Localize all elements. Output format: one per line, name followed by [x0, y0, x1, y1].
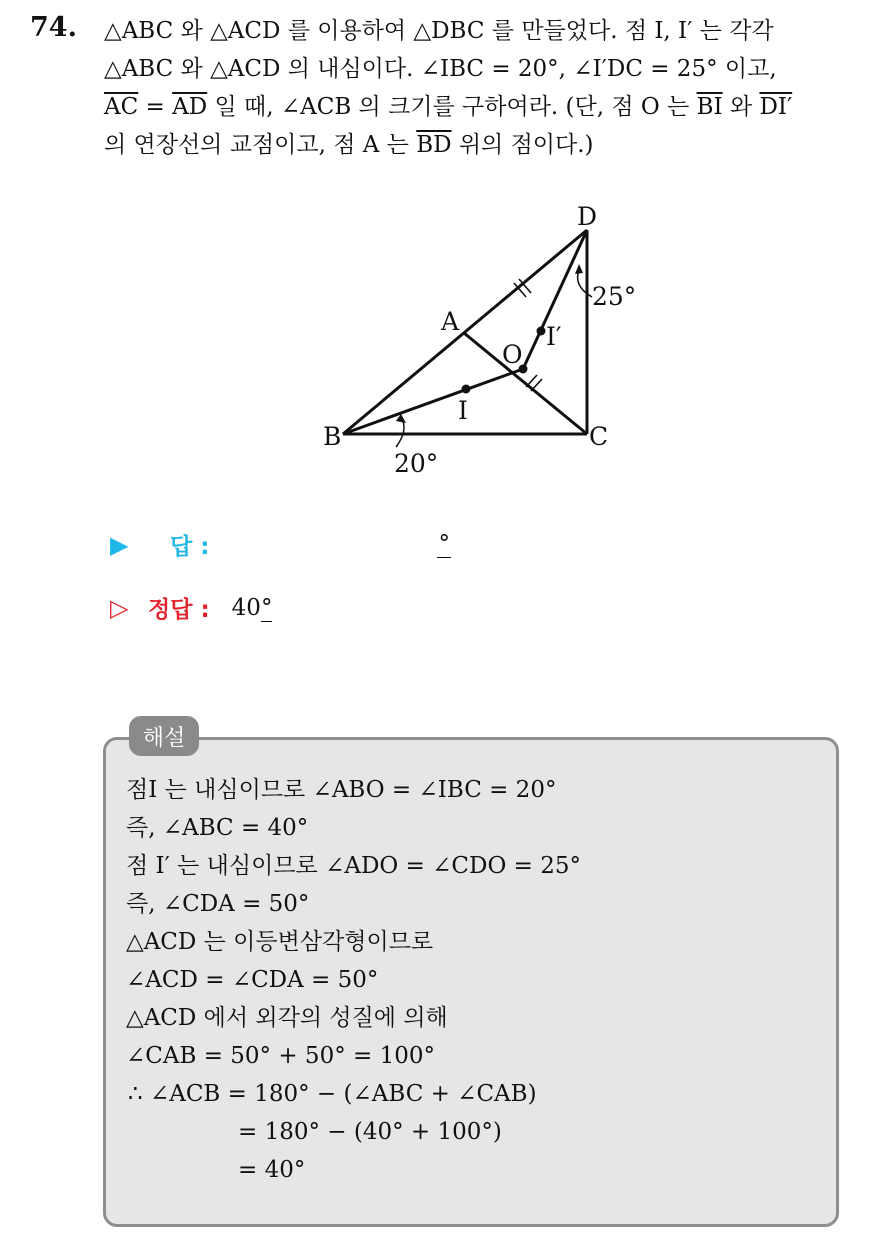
arrowhead-icon	[575, 264, 583, 274]
question-line	[104, 126, 864, 164]
question-line: △ABC 와 △ACD 를 이용하여 △DBC 를 만들었다. 점 I, I′ 는 각각	[104, 18, 774, 44]
angle-arc-top	[578, 270, 592, 297]
solution-line: ∴ ∠ACB = 180° − (∠ABC + ∠CAB)	[128, 1081, 537, 1107]
solution-line: 점 I′ 는 내심이므로 ∠ADO = ∠CDO = 25°	[126, 853, 581, 879]
point-i	[462, 385, 471, 394]
correct-value	[232, 595, 273, 621]
geometry-diagram	[300, 195, 660, 485]
correct-answer-row	[110, 591, 272, 624]
answer-label: 답 :	[170, 534, 210, 560]
segment-bo-line	[343, 369, 523, 434]
question-line: △ABC 와 △ACD 의 내심이다. ∠IBC = 20°, ∠I′DC = 25° 이고,	[104, 56, 777, 82]
angle-label-25: 25°	[592, 282, 637, 311]
label-d: D	[577, 202, 598, 231]
segment-bi: $\overline{BI}$	[696, 94, 723, 120]
question-fragment: 와	[722, 94, 760, 120]
solution-line: 점I 는 내심이므로 ∠ABO = ∠IBC = 20°	[126, 777, 557, 803]
solution-line: = 40°	[238, 1157, 306, 1183]
solution-line: ∠CAB = 50° + 50° = 100°	[126, 1043, 435, 1069]
segment-di-prime: DI′	[759, 94, 793, 120]
answer-row	[110, 528, 451, 561]
correct-unit: °	[260, 594, 273, 621]
label-c: C	[589, 422, 609, 451]
segment-ac: $\overline{AC}$	[104, 94, 139, 120]
play-outline-icon: ▷	[110, 593, 129, 622]
question-number: 74.	[30, 12, 77, 43]
geometry-figure	[300, 195, 660, 485]
answer-blank[interactable]: °	[438, 531, 450, 557]
solution-line: = 180° − (40° + 100°)	[238, 1119, 502, 1145]
question-fragment: =	[138, 94, 173, 120]
label-o: O	[502, 340, 523, 369]
question-line	[104, 88, 864, 126]
solution-tag: 해설	[129, 716, 199, 756]
solution-line: 즉, ∠CDA = 50°	[126, 891, 310, 917]
solution-text	[126, 771, 581, 1189]
question-text	[104, 12, 864, 164]
label-i: I	[458, 396, 468, 425]
label-a: A	[441, 307, 460, 336]
correct-number: 40	[231, 594, 261, 621]
solution-line: 즉, ∠ABC = 40°	[126, 815, 309, 841]
question-fragment: 위의 점이다.)	[451, 132, 594, 158]
question-fragment: 의 연장선의 교점이고, 점 A 는	[104, 132, 417, 158]
label-b: B	[323, 422, 342, 451]
play-icon: ▶	[110, 530, 129, 559]
angle-label-20: 20°	[394, 449, 439, 478]
question-fragment: 일 때, ∠ACB 의 크기를 구하여라. (단, 점 O 는	[207, 94, 697, 120]
point-i-prime	[537, 327, 546, 336]
solution-line: ∠ACD = ∠CDA = 50°	[126, 967, 379, 993]
solution-line: △ACD 에서 외각의 성질에 의해	[126, 1005, 448, 1031]
segment-bd: $\overline{BD}$	[416, 132, 452, 158]
label-i-prime: I′	[546, 322, 562, 351]
solution-line: △ACD 는 이등변삼각형이므로	[126, 929, 434, 955]
correct-label: 정답 :	[148, 597, 210, 623]
segment-ad: $\overline{AD}$	[172, 94, 208, 120]
